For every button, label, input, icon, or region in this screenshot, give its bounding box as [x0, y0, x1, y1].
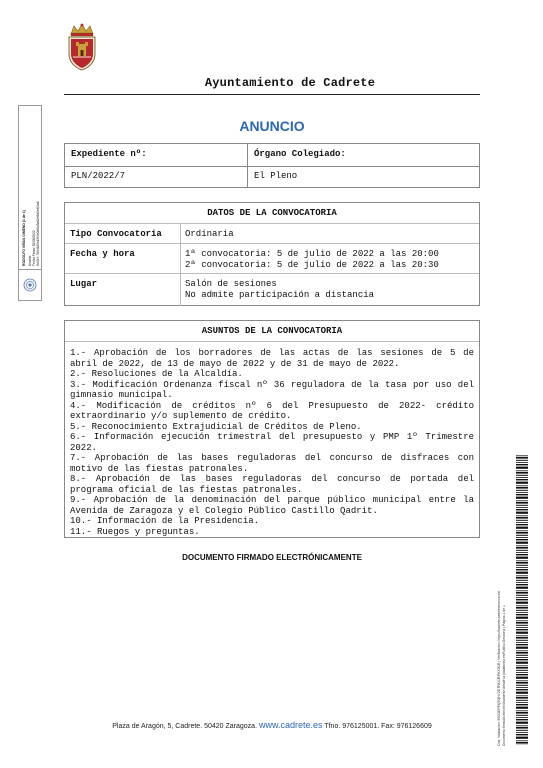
barcode-bar	[516, 539, 528, 540]
barcode-bar	[516, 665, 528, 666]
barcode-bar	[516, 697, 528, 699]
barcode-bar	[516, 710, 528, 711]
asunto-item: 4.- Modificación de créditos nº 6 del Presupuesto de 2022- crédito extraordinario y/o suplemento de crédito.	[70, 400, 474, 421]
barcode-bar	[516, 599, 528, 600]
document-type-heading: ANUNCIO	[239, 118, 305, 134]
barcode-bar	[516, 644, 528, 645]
barcode-bar	[516, 692, 528, 694]
barcode-bar	[516, 517, 528, 519]
barcode-bar	[516, 482, 528, 484]
barcode-bar	[516, 512, 528, 514]
barcode-bar	[516, 502, 528, 504]
barcode-bar	[516, 617, 528, 619]
footer	[64, 720, 480, 730]
barcode-bar	[516, 655, 528, 656]
fecha-line-1: 1ª convocatoria: 5 de julio de 2022 a las 20:00	[185, 249, 439, 259]
validation-barcode	[516, 455, 528, 745]
tipo-row	[65, 229, 479, 243]
entity-title: Ayuntamiento de Cadrete	[204, 76, 376, 90]
barcode-bar	[516, 457, 528, 459]
barcode-bar	[516, 635, 528, 636]
asunto-item: 6.- Información ejecución trimestral del presupuesto y PMP 1º Trimestre 2022.	[70, 432, 474, 453]
barcode-bar	[516, 734, 528, 735]
barcode-bar	[516, 667, 528, 669]
barcode-bar	[516, 742, 528, 744]
barcode-bar	[516, 595, 528, 596]
barcode-bar	[516, 557, 528, 559]
barcode-bar	[516, 500, 528, 501]
asuntos-list	[70, 348, 474, 537]
validation-platform: Documento firmado electrónicamente desde la plataforma esPublico Gestiona | Página 1 de 1	[502, 605, 506, 746]
barcode-bar	[516, 550, 528, 551]
barcode-bar	[516, 730, 528, 731]
barcode-bar	[516, 614, 528, 615]
header-divider	[64, 94, 480, 95]
barcode-bar	[516, 629, 528, 630]
organo-label: Órgano Colegiado:	[254, 149, 346, 159]
barcode-bar	[516, 625, 528, 626]
barcode-bar	[516, 605, 528, 606]
signature-block	[18, 105, 42, 301]
barcode-bar	[516, 569, 528, 570]
footer-phones: Tfno. 976125001. Fax: 976126609	[324, 723, 432, 730]
barcode-bar	[516, 522, 528, 523]
barcode-bar	[516, 515, 528, 516]
asunto-item: 1.- Aprobación de los borradores de las actas de las sesiones de 5 de abril de 2022, de 13 de mayo de 2022 y de 31 de mayo de 2022.	[70, 348, 474, 369]
barcode-bar	[516, 582, 528, 583]
barcode-bar	[516, 657, 528, 658]
fecha-line-2: 2ª convocatoria: 5 de julio de 2022 a las 20:30	[185, 260, 439, 270]
barcode-bar	[516, 612, 528, 613]
barcode-bar	[516, 507, 528, 508]
barcode-bar	[516, 642, 528, 643]
barcode-bar	[516, 610, 528, 611]
signature-date: Fecha Firma: 30/06/2022	[32, 230, 36, 266]
barcode-bar	[516, 584, 528, 585]
signature-divider	[19, 269, 41, 270]
barcode-bar	[516, 632, 528, 634]
footer-address: Plaza de Aragón, 5, Cadrete. 50420 Zaragoza.	[112, 723, 258, 730]
barcode-bar	[516, 532, 528, 534]
tipo-label: Tipo Convocatoria	[70, 229, 162, 239]
barcode-bar	[516, 472, 528, 474]
barcode-bar	[516, 490, 528, 491]
barcode-bar	[516, 567, 528, 568]
barcode-bar	[516, 659, 528, 660]
barcode-bar	[516, 627, 528, 628]
barcode-bar	[516, 552, 528, 553]
barcode-bar	[516, 547, 528, 549]
barcode-bar	[516, 704, 528, 705]
tipo-value: Ordinaria	[185, 229, 234, 239]
lugar-line-1: Salón de sesiones	[185, 279, 277, 289]
barcode-bar	[516, 592, 528, 594]
barcode-bar	[516, 562, 528, 564]
validation-text	[497, 591, 507, 746]
barcode-bar	[516, 505, 528, 506]
barcode-bar	[516, 695, 528, 696]
asuntos-title: ASUNTOS DE LA CONVOCATORIA	[65, 326, 479, 342]
barcode-bar	[516, 485, 528, 486]
barcode-bar	[516, 670, 528, 671]
convocatoria-table	[64, 202, 480, 306]
asunto-item: 2.- Resoluciones de la Alcaldía.	[70, 369, 243, 379]
barcode-bar	[516, 662, 528, 664]
barcode-bar	[516, 715, 528, 716]
signature-hash: HASH: 7b5c6d5e19f4e0df5d3a62e6d5e4f2a6	[36, 201, 40, 266]
asunto-item: 11.- Ruegos y preguntas.	[70, 526, 200, 537]
barcode-bar	[516, 732, 528, 733]
barcode-bar	[516, 460, 528, 461]
barcode-bar	[516, 467, 528, 469]
barcode-bar	[516, 587, 528, 589]
barcode-bar	[516, 727, 528, 729]
barcode-bar	[516, 530, 528, 531]
barcode-bar	[516, 740, 528, 741]
barcode-bar	[516, 687, 528, 688]
asunto-item: 3.- Modificación Ordenanza fiscal nº 36 reguladora de la tasa por uso del gimnasio municipal.	[70, 379, 474, 400]
barcode-bar	[516, 607, 528, 609]
footer-website-link[interactable]: www.cadrete.es	[258, 720, 323, 730]
organo-value: El Pleno	[254, 171, 298, 181]
barcode-bar	[516, 677, 528, 679]
barcode-bar	[516, 527, 528, 529]
lugar-label: Lugar	[70, 279, 98, 289]
barcode-bar	[516, 475, 528, 476]
asunto-item: 5.- Reconocimiento Extrajudicial de Créditos de Pleno.	[70, 421, 362, 432]
barcode-bar	[516, 647, 528, 649]
lugar-row	[65, 279, 479, 303]
barcode-bar	[516, 640, 528, 641]
expediente-value-row	[65, 166, 479, 188]
expediente-value: PLN/2022/7	[65, 166, 248, 188]
expediente-label: Expediente nº:	[65, 144, 248, 166]
asunto-item: 10.- Información de la Presidencia.	[70, 516, 260, 526]
barcode-bar	[516, 689, 528, 690]
barcode-bar	[516, 572, 528, 574]
asuntos-table	[64, 320, 480, 538]
validation-code: Cód. Validación: 9SG3DPFQTQHY2DTPAXJEPKX9CR | Verificación: https://cadrete.sedelectronica.es/	[497, 590, 501, 746]
barcode-bar	[516, 622, 528, 624]
asunto-item: 7.- Aprobación de las bases reguladoras del concurso de disfraces con motivo de las fiestas patronales.	[70, 453, 474, 474]
fecha-row	[65, 249, 479, 273]
barcode-bar	[516, 597, 528, 598]
signed-notice: DOCUMENTO FIRMADO ELECTRÓNICAMENTE	[182, 553, 362, 562]
barcode-bar	[516, 492, 528, 493]
barcode-bar	[516, 479, 528, 480]
barcode-bar	[516, 650, 528, 651]
barcode-bar	[516, 707, 528, 709]
barcode-bar	[516, 554, 528, 555]
barcode-bar	[516, 700, 528, 701]
signer-role: Alcalde	[28, 255, 32, 266]
barcode-bar	[516, 577, 528, 579]
barcode-bar	[516, 560, 528, 561]
seal-icon	[23, 278, 37, 292]
barcode-bar	[516, 737, 528, 739]
barcode-bar	[516, 477, 528, 478]
lugar-line-2: No admite participación a distancia	[185, 290, 375, 300]
barcode-bar	[516, 702, 528, 703]
barcode-bar	[516, 542, 528, 544]
barcode-bar	[516, 725, 528, 726]
barcode-bar	[516, 719, 528, 720]
expediente-table	[64, 143, 480, 188]
coat-of-arms-logo	[62, 22, 102, 72]
barcode-bar	[516, 620, 528, 621]
barcode-bar	[516, 580, 528, 581]
barcode-bar	[516, 722, 528, 724]
barcode-bar	[516, 712, 528, 714]
signer-name: RODOLFO VIÑAS GIMENO (1 de 1)	[22, 210, 26, 266]
barcode-bar	[516, 497, 528, 499]
barcode-bar	[516, 537, 528, 538]
barcode-bar	[516, 685, 528, 686]
barcode-bar	[516, 509, 528, 510]
barcode-bar	[516, 652, 528, 654]
barcode-bar	[516, 470, 528, 471]
row-divider	[65, 273, 479, 274]
barcode-bar	[516, 565, 528, 566]
barcode-bar	[516, 545, 528, 546]
barcode-bar	[516, 520, 528, 521]
barcode-bar	[516, 682, 528, 684]
row-divider	[65, 243, 479, 244]
barcode-bar	[516, 455, 528, 456]
barcode-bar	[516, 575, 528, 576]
barcode-bar	[516, 464, 528, 465]
barcode-bar	[516, 674, 528, 675]
fecha-label: Fecha y hora	[70, 249, 135, 259]
barcode-bar	[516, 672, 528, 673]
barcode-bar	[516, 590, 528, 591]
convocatoria-title: DATOS DE LA CONVOCATORIA	[65, 208, 479, 224]
barcode-bar	[516, 487, 528, 489]
barcode-bar	[516, 717, 528, 718]
barcode-bar	[516, 637, 528, 639]
barcode-bar	[516, 462, 528, 463]
barcode-bar	[516, 524, 528, 525]
expediente-header-row	[65, 144, 479, 167]
barcode-bar	[516, 602, 528, 604]
barcode-bar	[516, 494, 528, 495]
asunto-item: 8.- Aprobación de las bases reguladoras del concurso de portada del programa oficial de las fiestas patronales.	[70, 474, 474, 495]
signature-details	[28, 201, 40, 266]
barcode-bar	[516, 535, 528, 536]
barcode-bar	[516, 680, 528, 681]
asunto-item: 9.- Aprobación de la denominación del parque público municipal entre la Avenida de Zaragoza y el Colegio Público Castillo Qadrit.	[70, 495, 474, 516]
